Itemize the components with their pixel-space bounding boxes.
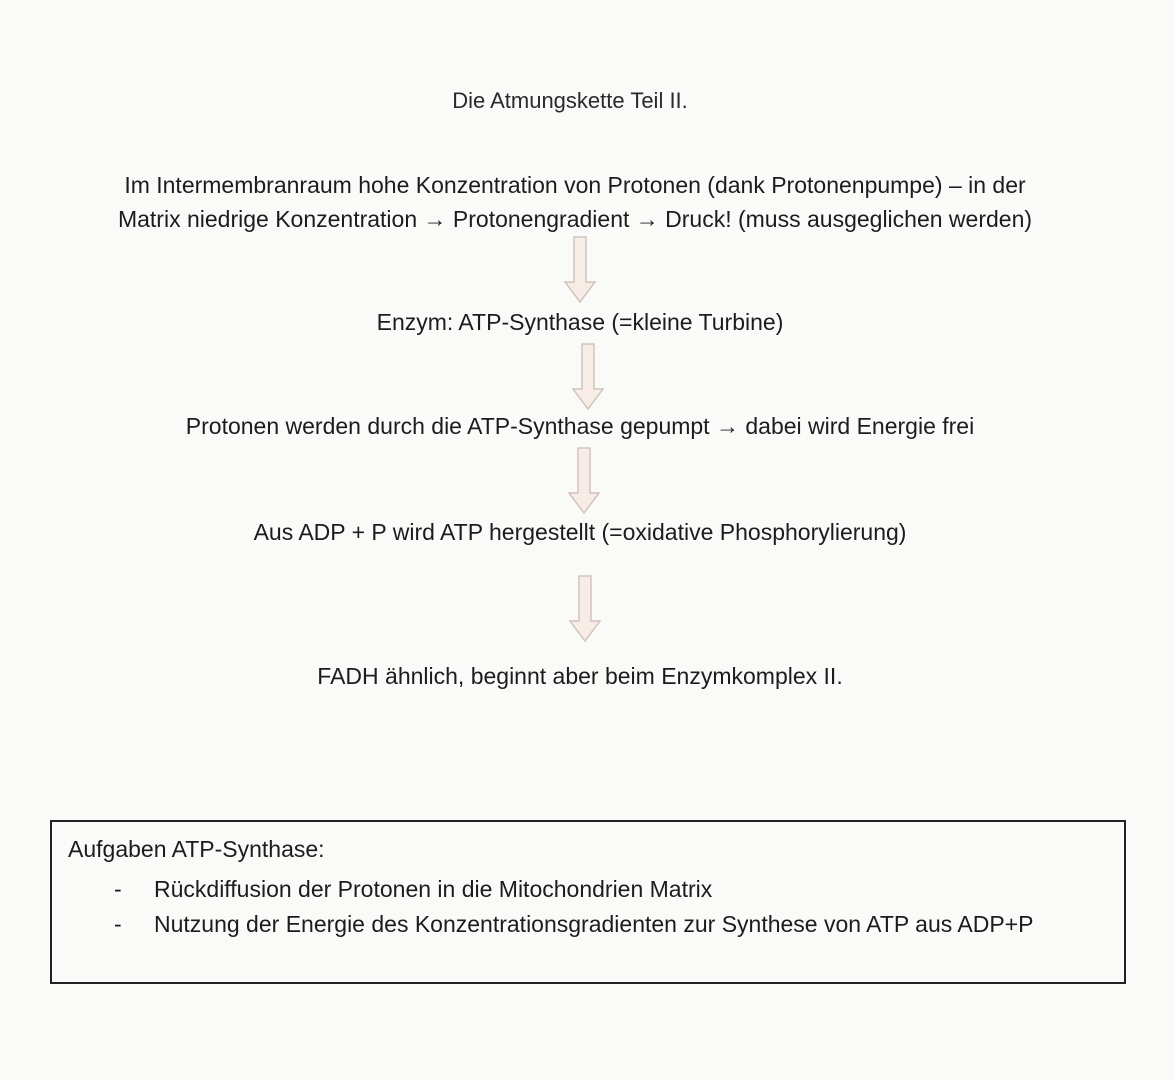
page-title: Die Atmungskette Teil II. xyxy=(452,88,688,113)
tasks-box xyxy=(50,820,1126,984)
step-fadh: FADH ähnlich, beginnt aber beim Enzymkomplex II. xyxy=(317,663,843,689)
list-item xyxy=(52,872,1112,907)
down-arrow-icon xyxy=(571,343,605,411)
intro-paragraph xyxy=(40,168,1110,236)
down-arrow-icon xyxy=(563,236,597,304)
down-arrow-icon xyxy=(567,447,601,515)
bullet-dash: - xyxy=(114,911,122,937)
bullet-dash: - xyxy=(114,876,122,902)
tasks-list xyxy=(52,872,1112,942)
step-atp-production: Aus ADP + P wird ATP hergestellt (=oxidative Phosphorylierung) xyxy=(253,519,907,545)
list-item xyxy=(52,907,1112,942)
list-item-text: Nutzung der Energie des Konzentrationsgradienten zur Synthese von ATP aus ADP+P xyxy=(154,911,1034,937)
intro-line-1: Im Intermembranraum hohe Konzentration von Protonen (dank Protonenpumpe) – in der xyxy=(124,172,1026,198)
down-arrow-icon xyxy=(568,575,602,643)
intro-line-2: Matrix niedrige Konzentration → Protonengradient → Druck! (muss ausgeglichen werden) xyxy=(117,206,1033,232)
step-enzyme: Enzym: ATP-Synthase (=kleine Turbine) xyxy=(376,309,784,335)
tasks-box-heading: Aufgaben ATP-Synthase: xyxy=(68,836,325,862)
list-item-text: Rückdiffusion der Protonen in die Mitochondrien Matrix xyxy=(154,876,713,902)
step-protons-pumped: Protonen werden durch die ATP-Synthase gepumpt → dabei wird Energie frei xyxy=(185,413,975,439)
